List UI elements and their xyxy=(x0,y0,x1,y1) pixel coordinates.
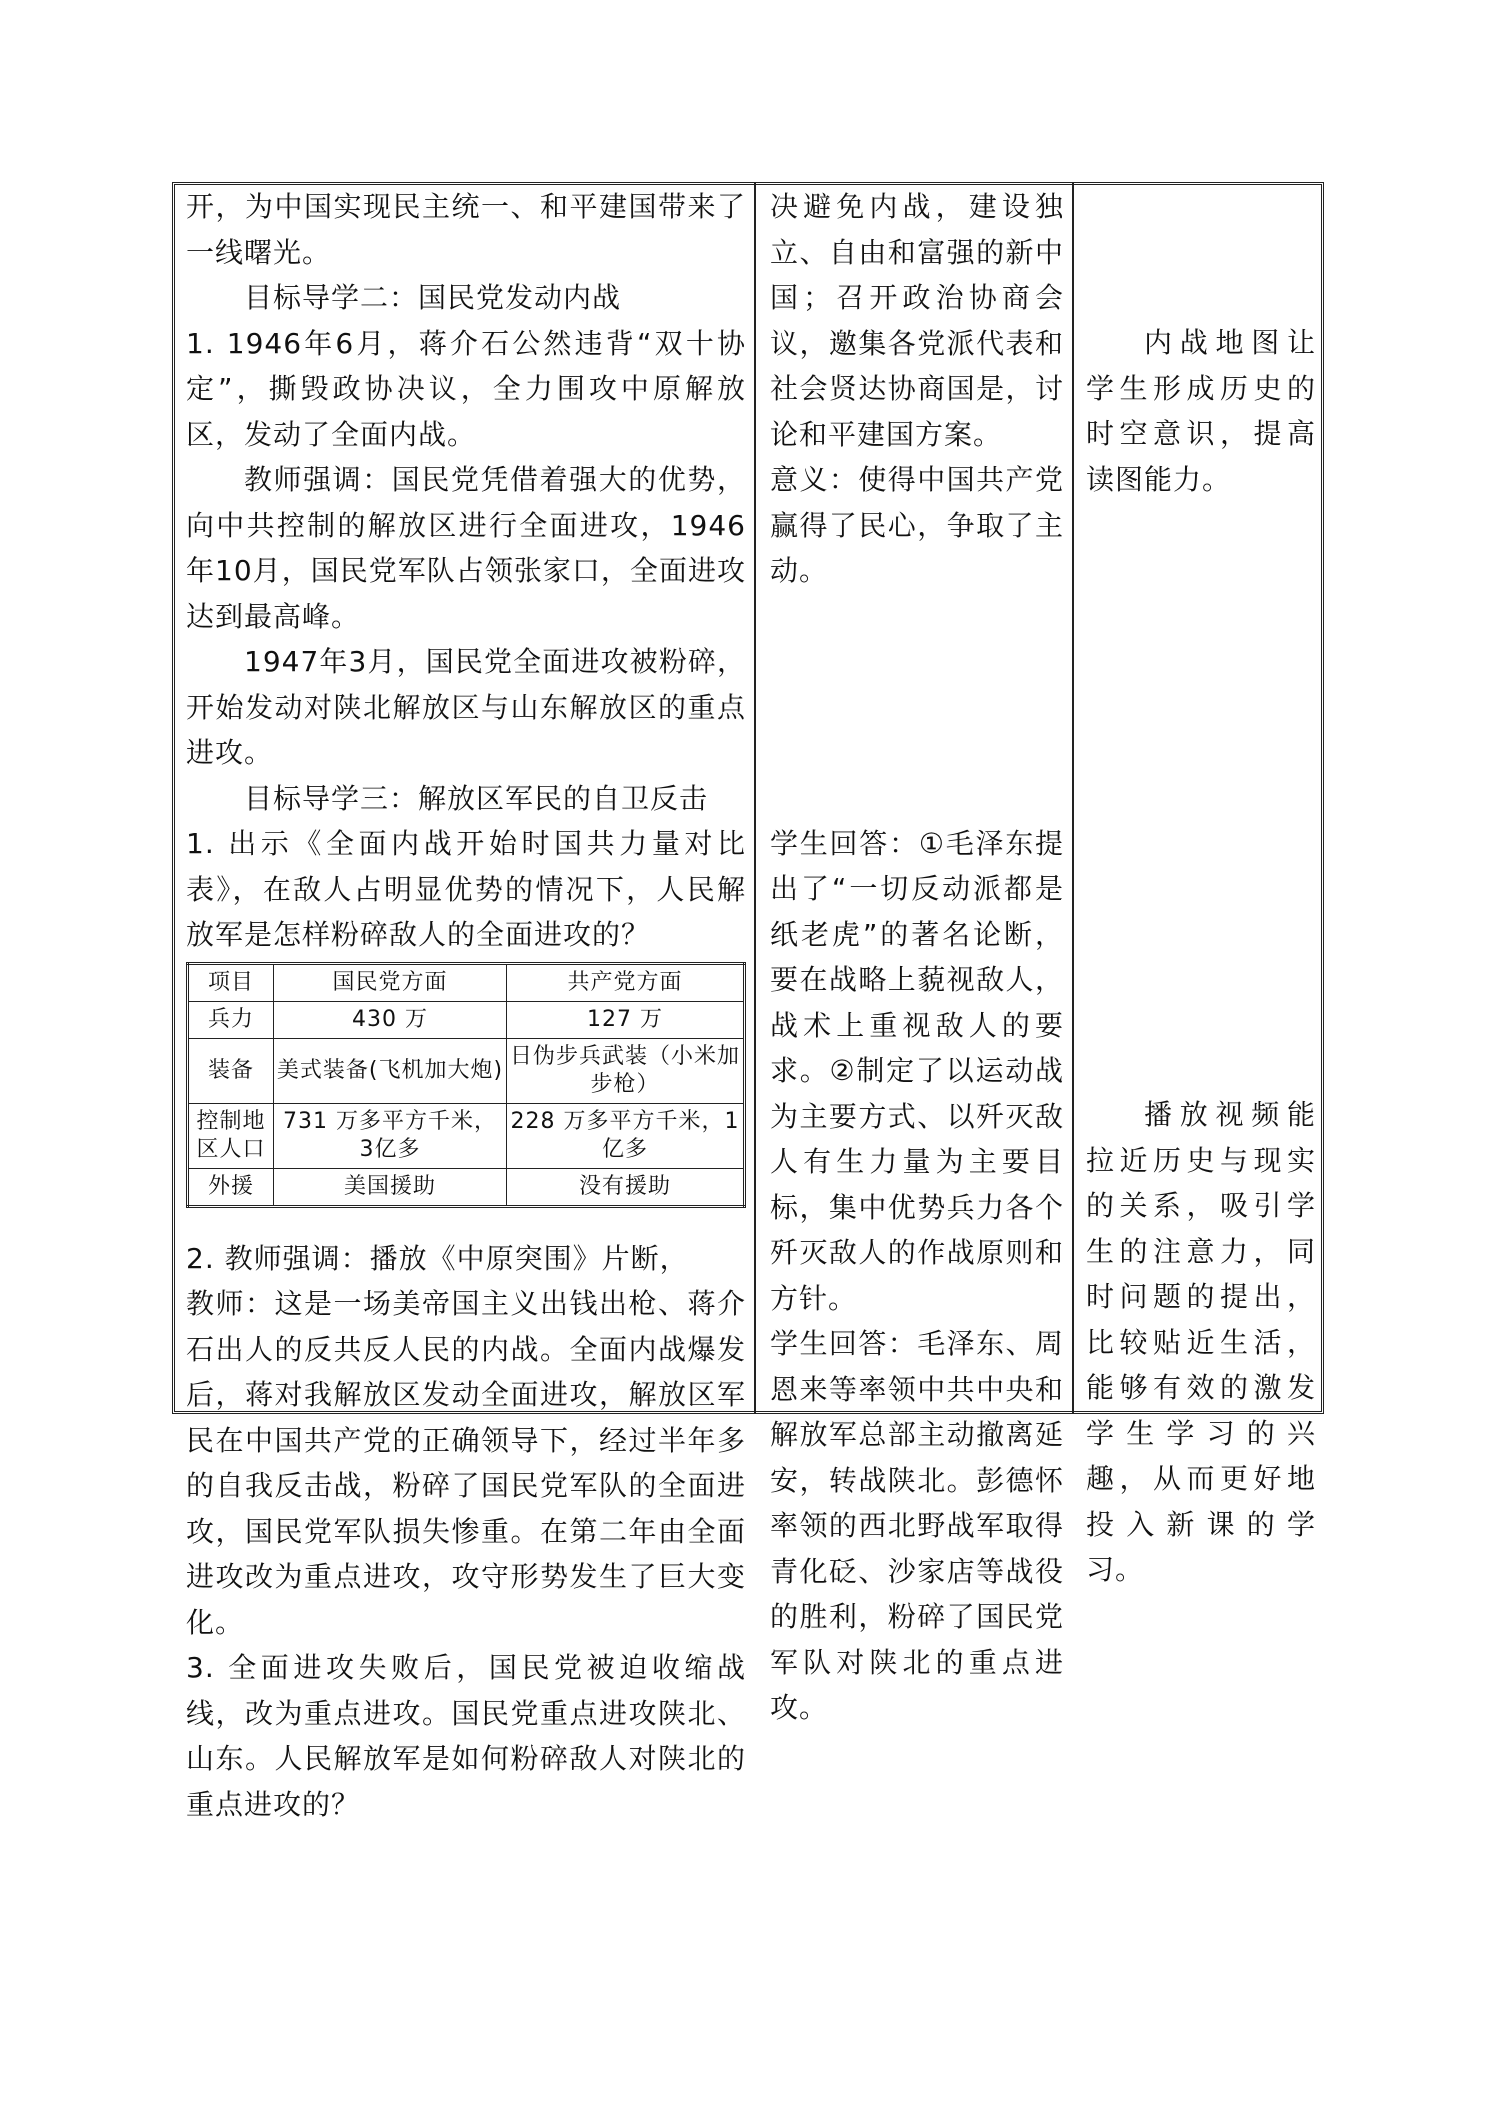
section-heading-3: 目标导学三：解放区军民的自卫反击 xyxy=(244,781,709,815)
table-cell: 731 万多平方千米，3亿多 xyxy=(274,1103,507,1168)
table-row xyxy=(188,1038,745,1103)
key-offensive-paragraph: 1947年3月，国民党全面进攻被粉碎，开始发动对陕北解放区与山东解放区的重点进攻。 xyxy=(186,645,746,769)
table-cell: 没有援助 xyxy=(507,1168,745,1206)
teacher-speech-paragraph: 教师：这是一场美帝国主义出钱出枪、蒋介石出人的反共反人民的内战。全面内战爆发后，蒋对我解放区发动全面进攻，解放区军民在中国共产党的正确领导下，经过半年多的自我反击战，粉碎了国民党军队的全面进攻，国民党军队损失惨重。在第二年由全面进攻改为重点进攻，攻守形势发生了巨大变化。 xyxy=(186,1287,746,1639)
table-row xyxy=(188,1168,745,1206)
table-header-cell: 国民党方面 xyxy=(274,963,507,1001)
table-cell: 外援 xyxy=(188,1168,274,1206)
spacer xyxy=(770,594,1064,821)
table-cell: 127 万 xyxy=(507,1001,745,1038)
video-paragraph: 2. 教师强调：播放《中原突围》片断， xyxy=(186,1241,689,1275)
map-intent-paragraph: 内战地图让学生形成历史的时空意识，提高读图能力。 xyxy=(1086,326,1316,496)
teacher-emphasis-paragraph: 教师强调：国民党凭借着强大的优势，向中共控制的解放区进行全面进攻，1946年10月，国民党军队占领张家口，全面进攻达到最高峰。 xyxy=(186,463,746,633)
video-intent-paragraph: 播放视频能拉近历史与现实的关系，吸引学生的注意力，同时问题的提出，比较贴近生活，能够有效的激发学生学习的兴趣，从而更好地投入新课的学习。 xyxy=(1086,1098,1316,1586)
table-cell: 228 万多平方千米，1亿多 xyxy=(507,1103,745,1168)
teaching-process-column xyxy=(186,184,746,1827)
table-header-cell: 共产党方面 xyxy=(507,963,745,1001)
peace-policy-paragraph: 决避免内战，建设独立、自由和富强的新中国；召开政治协商会议，邀集各党派代表和社会贤达协商国是，讨论和平建国方案。 xyxy=(770,190,1064,451)
column-divider-1 xyxy=(754,182,756,1414)
table-cell: 兵力 xyxy=(188,1001,274,1038)
student-answer-1: 学生回答：①毛泽东提出了“一切反动派都是纸老虎”的著名论断，要在战略上藐视敌人，战术上重视敌人的要求。②制定了以运动战为主要方式、以歼灭敌人有生力量为主要目标，集中优势兵力各个歼灭敌人的作战原则和方针。 xyxy=(770,826,1064,1315)
column-divider-2 xyxy=(1072,182,1074,1414)
table-header-row xyxy=(188,963,745,1001)
table-row xyxy=(188,1001,745,1038)
civil-war-paragraph: 1. 1946年6月，蒋介石公然违背“双十协定”，撕毁政协决议，全力围攻中原解放区，发动了全面内战。 xyxy=(186,326,746,451)
table-cell: 控制地区人口 xyxy=(188,1103,274,1168)
table-header-cell: 项目 xyxy=(188,963,274,1001)
design-intent-column xyxy=(1086,320,1316,1593)
table-cell: 美国援助 xyxy=(274,1168,507,1206)
student-answer-2: 学生回答：毛泽东、周恩来等率领中共中央和解放军总部主动撤离延安，转战陕北。彭德怀率领的西北野战军取得青化砭、沙家店等战役的胜利，粉碎了国民党军队对陕北的重点进攻。 xyxy=(770,1327,1064,1724)
table-cell: 日伪步兵武装（小米加步枪） xyxy=(507,1038,745,1103)
power-comparison-question: 1. 出示《全面内战开始时国共力量对比表》，在敌人占明显优势的情况下，人民解放军是怎样粉碎敌人的全面进攻的？ xyxy=(186,827,746,951)
spacer xyxy=(186,1214,746,1236)
table-cell: 430 万 xyxy=(274,1001,507,1038)
table-cell: 装备 xyxy=(188,1038,274,1103)
section-heading-2: 目标导学二：国民党发动内战 xyxy=(244,281,622,314)
significance-paragraph: 意义：使得中国共产党赢得了民心，争取了主动。 xyxy=(770,463,1064,587)
power-comparison-table xyxy=(186,962,746,1208)
spacer xyxy=(1086,502,1316,1092)
student-activity-column xyxy=(770,184,1064,1731)
shaanbei-question-paragraph: 3. 全面进攻失败后，国民党被迫收缩战线，改为重点进攻。国民党重点进攻陕北、山东。人民解放军是如何粉碎敌人对陕北的重点进攻的？ xyxy=(186,1651,746,1821)
table-row xyxy=(188,1103,745,1168)
table-cell: 美式装备(飞机加大炮) xyxy=(274,1038,507,1103)
intro-paragraph: 开，为中国实现民主统一、和平建国带来了一线曙光。 xyxy=(186,190,746,269)
